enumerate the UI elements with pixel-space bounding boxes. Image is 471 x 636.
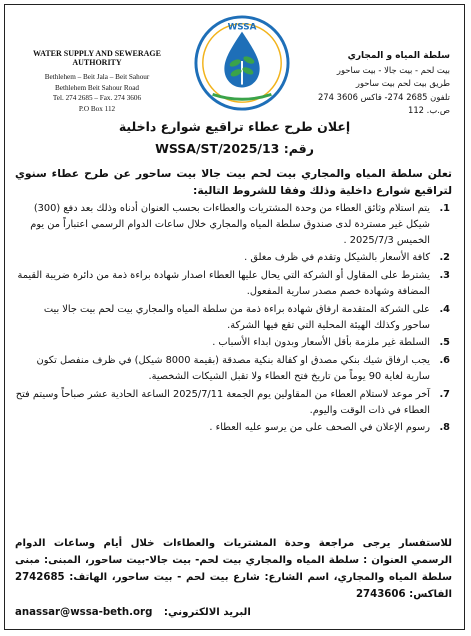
reference-label: رقم: bbox=[283, 141, 314, 156]
notice-intro: تعلن سلطة المياه والمجاري بيت لحم بيت جالا بيت ساحور عن طرح عطاء سنوي لتراقيع شوارع داخلية وذلك وفقا للشروط التالية: bbox=[15, 167, 452, 197]
reference-number: WSSA/ST/2025/13 bbox=[155, 141, 280, 156]
condition-item bbox=[15, 302, 452, 334]
condition-number: 7. bbox=[439, 388, 450, 400]
condition-item bbox=[15, 250, 452, 266]
condition-text: السلطة غير ملزمة بأقل الأسعار وبدون ابداء الأسباب . bbox=[212, 337, 430, 349]
arabic-po-box: ص.ب. 112 bbox=[408, 105, 450, 116]
condition-number: 2. bbox=[439, 252, 450, 264]
english-phone-fax: Tel. 274 2685 – Fax. 274 3606 bbox=[52, 94, 142, 102]
condition-text: يشترط على المقاول أو الشركة التي يحال عليها العطاء اصدار شهادة براءة ذمة من دائرة ضريبة القيمة المضافة وشهادة خصم مصدر سارية المفعول. bbox=[17, 270, 430, 297]
english-address-line: Bethlehem Beit Sahour Road bbox=[54, 83, 140, 92]
condition-item bbox=[15, 420, 452, 436]
condition-text: آخر موعد لاستلام العطاء من المقاولين يوم الجمعة 2025/7/11 الساعة الحادية عشر صباحاً وسيتم فتح العطاء في ذات الوقت واليوم. bbox=[15, 388, 430, 416]
condition-number: 4. bbox=[439, 303, 450, 315]
english-address-line: Bethlehem – Beit Jala – Beit Sahour bbox=[44, 73, 150, 81]
condition-text: يتم استلام وثائق العطاء من وحدة المشتريات والعطاءات بحسب العنوان أدناه وذلك بعد دفع (300) شيكل غير مستردة لدى صندوق سلطة المياه والمجاري خلال ساعات الدوام الرسمي اعتباراً من يوم الخميس 2025/7/3 . bbox=[30, 203, 430, 246]
condition-item bbox=[15, 353, 452, 385]
arabic-letterhead bbox=[295, 50, 450, 118]
english-org-name: WATER SUPPLY AND SEWERAGE AUTHORITY bbox=[33, 49, 161, 67]
arabic-address-line: طريق بيت لحم بيت ساحور bbox=[355, 78, 450, 89]
arabic-org-name: سلطة المياه و المجاري bbox=[347, 51, 450, 61]
email-line bbox=[15, 607, 452, 618]
condition-item bbox=[15, 201, 452, 248]
condition-text: على الشركة المتقدمة ارفاق شهادة براءة ذمة من سلطة المياه والمجاري بيت لحم بيت جالا بيت ساحور وكذلك الهيئة المحلية التي تقع فيها الشركة. bbox=[43, 303, 430, 331]
english-letterhead bbox=[17, 49, 177, 114]
condition-item bbox=[15, 268, 452, 300]
condition-number: 3. bbox=[439, 270, 450, 282]
condition-number: 5. bbox=[439, 337, 450, 349]
condition-text: يجب ارفاق شيك بنكي مصدق او كفالة بنكية مصدقة (بقيمة 8000 شيكل) في ظرف منفصل تكون سارية لغاية 90 يوماً من تاريخ فتح العطاء ولا تقبل الشيكات الشخصية. bbox=[36, 355, 430, 382]
condition-number: 1. bbox=[439, 203, 450, 214]
condition-number: 8. bbox=[439, 422, 450, 434]
condition-text: كافة الأسعار بالشيكل وتقدم في ظرف مغلق . bbox=[244, 252, 430, 264]
condition-item bbox=[15, 335, 452, 351]
arabic-phone-fax: تلفون 2685 274- فاكس 3606 274 bbox=[317, 91, 450, 102]
condition-number: 6. bbox=[439, 355, 450, 367]
email-address[interactable]: anassar@wssa-beth.org bbox=[15, 607, 153, 618]
condition-item bbox=[15, 387, 452, 419]
conditions-list bbox=[15, 201, 452, 438]
wssa-logo bbox=[193, 13, 291, 113]
notice-reference bbox=[13, 141, 456, 156]
notice-title: إعلان طرح عطاء تراقيع شوارع داخلية bbox=[118, 119, 351, 134]
condition-text: رسوم الإعلان في الصحف على من يرسو عليه العطاء . bbox=[209, 422, 430, 434]
arabic-address-line: بيت لحم - بيت جالا - بيت ساحور bbox=[336, 64, 450, 75]
email-label: البريد الالكتروني: bbox=[163, 607, 251, 618]
contact-paragraph: للاستفسار يرجى مراجعة وحدة المشتريات والعطاءات خلال أيام وساعات الدوام الرسمي العنوان : سلطة المياه والمجاري بيت لحم- بيت جالا-بيت ساحور، المبنى: مبنى سلطة المياه والمجاري، اسم الشارع: شارع بيت لحم - بيت ساحور، الهاتف: 2742685 الفاكس: 2743606 bbox=[15, 538, 452, 600]
logo-text: WSSA bbox=[227, 22, 257, 33]
tender-notice bbox=[4, 4, 465, 630]
english-po-box: P.O Box 112 bbox=[78, 104, 116, 113]
